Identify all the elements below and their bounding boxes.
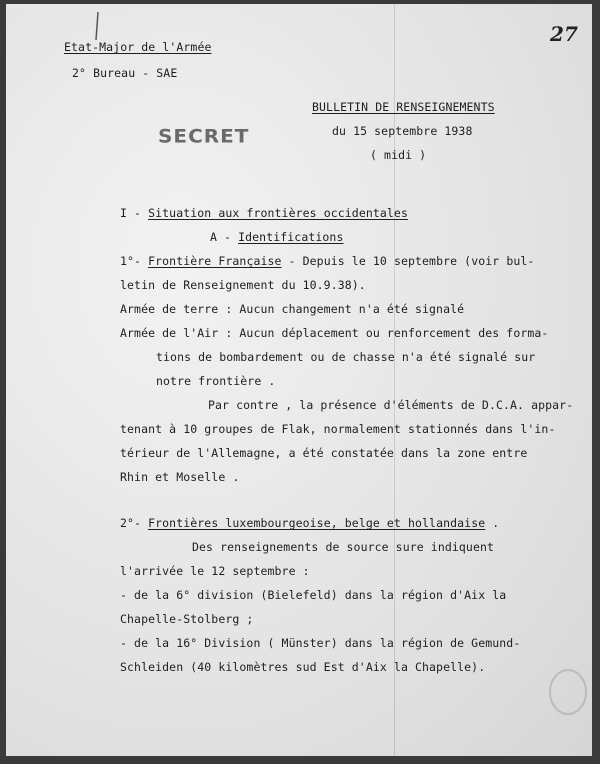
armee-de-l-air-line-2: tions de bombardement ou de chasse n'a été signalé sur: [156, 350, 536, 364]
section-2-line-6: Schleiden (40 kilomètres sud Est d'Aix la Chapelle).: [120, 660, 486, 674]
page-number: 27: [550, 22, 579, 46]
section-1-number: I -: [120, 206, 149, 220]
paragraph-1-line-2: letin de Renseignement du 10.9.38).: [120, 278, 366, 292]
subsection-a-heading: [210, 230, 343, 244]
section-2-line-1: Des renseignements de source sure indiquent: [192, 540, 495, 554]
header-line-1: Etat-Major de l'Armée: [64, 40, 212, 54]
section-2-line-2: l'arrivée le 12 septembre :: [120, 564, 310, 578]
section-2-end: .: [485, 516, 500, 530]
section-2-line-4: Chapelle-Stolberg ;: [120, 612, 254, 626]
subsection-a-number: A -: [210, 230, 239, 244]
par-contre-line-2: tenant à 10 groupes de Flak, normalement stationnés dans l'in-: [120, 422, 556, 436]
bulletin-title: BULLETIN DE RENSEIGNEMENTS: [312, 100, 495, 114]
bulletin-date: du 15 septembre 1938: [332, 124, 473, 138]
paragraph-1-text: - Depuis le 10 septembre (voir bul-: [281, 254, 535, 268]
bulletin-time: ( midi ): [370, 148, 427, 162]
subsection-a-title: Identifications: [238, 230, 344, 244]
secret-stamp: SECRET: [158, 124, 250, 148]
section-1-heading: [120, 206, 408, 220]
armee-de-l-air-line-1: Armée de l'Air : Aucun déplacement ou renforcement des forma-: [120, 326, 549, 340]
section-2-number: 2°-: [120, 516, 149, 530]
section-1-title: Situation aux frontières occidentales: [148, 206, 408, 220]
par-contre-line-3: térieur de l'Allemagne, a été constatée dans la zone entre: [120, 446, 528, 460]
par-contre-line-1: Par contre , la présence d'éléments de D.C.A. appar-: [208, 398, 574, 412]
section-2-heading: [120, 516, 499, 530]
pen-mark-icon: [68, 10, 108, 60]
par-contre-line-4: Rhin et Moselle .: [120, 470, 240, 484]
armee-de-l-air-line-3: notre frontière .: [156, 374, 276, 388]
section-2-line-5: - de la 16° Division ( Münster) dans la région de Gemund-: [120, 636, 521, 650]
paragraph-1-line-1: [120, 254, 534, 268]
section-2-line-3: - de la 6° division (Bielefeld) dans la région d'Aix la: [120, 588, 507, 602]
document-page: [6, 4, 592, 756]
section-2-title: Frontières luxembourgeoise, belge et hollandaise: [148, 516, 486, 530]
header-line-2: 2° Bureau - SAE: [72, 66, 178, 80]
hole-punch-icon: [546, 666, 590, 720]
armee-de-terre-line: Armée de terre : Aucun changement n'a été signalé: [120, 302, 465, 316]
paragraph-1-number: 1°-: [120, 254, 149, 268]
paragraph-1-title: Frontière Française: [148, 254, 282, 268]
